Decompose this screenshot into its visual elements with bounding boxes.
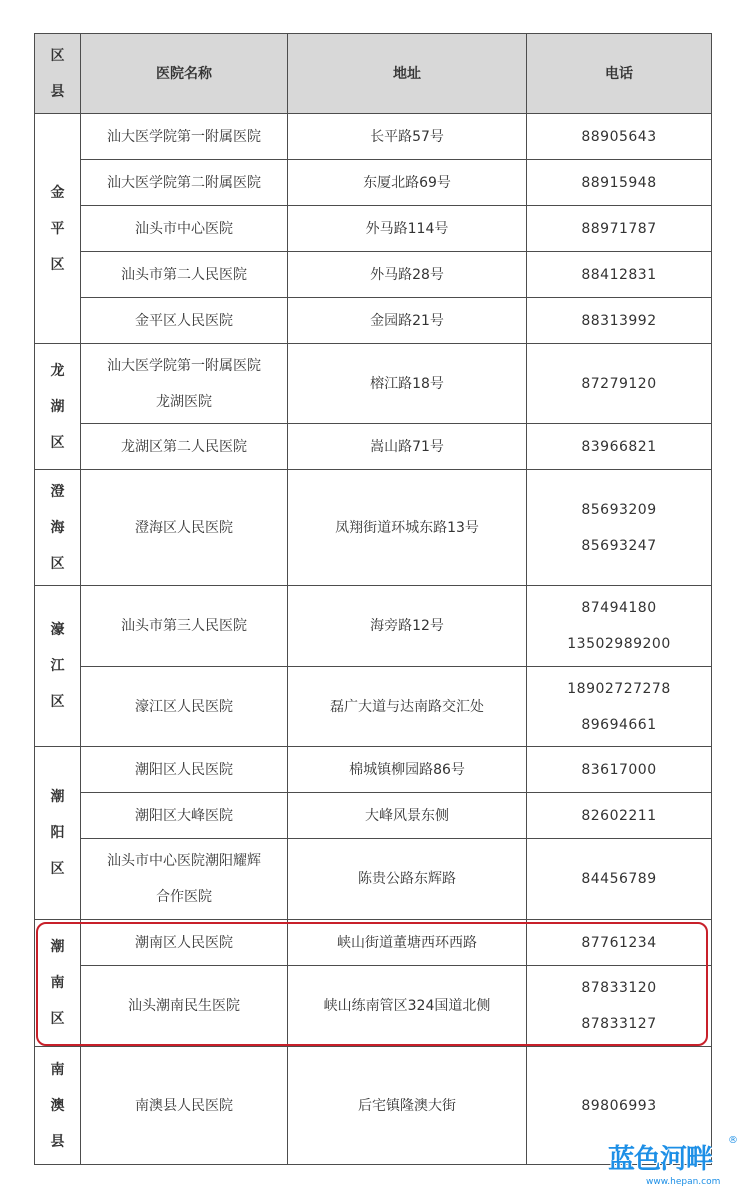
hospital-name: 汕头市第二人民医院	[81, 252, 288, 298]
district-char: 区	[50, 861, 65, 877]
hospital-name: 金平区人民医院	[81, 298, 288, 344]
district-char: 澳	[50, 1097, 65, 1114]
hospital-name	[81, 344, 288, 424]
district-jinping	[35, 114, 81, 344]
district-longhu	[35, 344, 81, 470]
district-chaoyang	[35, 747, 81, 920]
hospital-name: 濠江区人民医院	[81, 667, 288, 747]
table-row	[35, 252, 712, 298]
district-chenghai	[35, 470, 81, 586]
logo-brand-text: 蓝色河畔	[608, 1144, 712, 1175]
district-char: 南	[50, 1061, 65, 1078]
hospital-phone: 88313992	[527, 298, 712, 344]
header-district-char-2: 县	[50, 83, 65, 100]
table-row	[35, 160, 712, 206]
table-row	[35, 344, 712, 424]
hospital-phone-line-1: 87494180	[581, 600, 657, 616]
district-char: 区	[50, 694, 65, 710]
hospital-address: 大峰风景东侧	[288, 793, 527, 839]
district-nanao	[35, 1047, 81, 1165]
district-char: 潮	[50, 789, 65, 805]
hospital-phone: 88915948	[527, 160, 712, 206]
hospital-address: 榕江路18号	[288, 344, 527, 424]
hospital-phone	[527, 667, 712, 747]
hospital-phone-line-2: 89694661	[581, 716, 657, 733]
hospital-address: 峡山练南管区324国道北侧	[288, 966, 527, 1047]
table-header-row	[35, 34, 712, 114]
hospital-phone-line-2: 13502989200	[567, 636, 671, 652]
logo-url: www.hepan.com	[646, 1177, 721, 1187]
hospital-phone: 84456789	[527, 839, 712, 920]
hospital-name-line-2: 龙湖医院	[156, 393, 212, 410]
hospital-phone: 88412831	[527, 252, 712, 298]
district-char: 潮	[50, 939, 65, 955]
hospital-name: 南澳县人民医院	[81, 1047, 288, 1165]
district-char: 区	[50, 434, 65, 451]
hospital-address: 东厦北路69号	[288, 160, 527, 206]
district-char: 海	[50, 519, 65, 536]
logo-registered-mark: ®	[728, 1135, 738, 1146]
district-char: 区	[50, 555, 65, 572]
hospital-phone: 88905643	[527, 114, 712, 160]
hospital-address: 外马路114号	[288, 206, 527, 252]
district-char: 区	[50, 1011, 65, 1027]
district-char: 龙	[50, 362, 65, 379]
table-row	[35, 747, 712, 793]
header-phone: 电话	[527, 34, 712, 114]
hospital-address: 磊广大道与达南路交汇处	[288, 667, 527, 747]
hospital-name: 汕头潮南民生医院	[81, 966, 288, 1047]
table-row	[35, 470, 712, 586]
hospital-name: 潮南区人民医院	[81, 920, 288, 966]
table-row	[35, 206, 712, 252]
table-row	[35, 298, 712, 344]
district-char: 江	[50, 658, 65, 674]
hospital-name: 澄海区人民医院	[81, 470, 288, 586]
district-chaonan	[35, 920, 81, 1047]
hospital-phone-line-1: 18902727278	[567, 680, 671, 697]
table-row	[35, 839, 712, 920]
header-hospital-name: 医院名称	[81, 34, 288, 114]
hepan-logo	[608, 1135, 738, 1190]
header-address: 地址	[288, 34, 527, 114]
table-row	[35, 920, 712, 966]
table-row	[35, 667, 712, 747]
hospital-phone-line-1: 85693209	[581, 501, 657, 518]
hospital-phone: 89806993	[527, 1047, 712, 1165]
hospital-name: 汕头市中心医院	[81, 206, 288, 252]
district-char: 澄	[50, 483, 65, 500]
hospital-name: 潮阳区大峰医院	[81, 793, 288, 839]
district-char: 金	[50, 184, 65, 201]
header-district-char-1: 区	[50, 47, 65, 64]
district-haojiang	[35, 586, 81, 747]
hospital-address: 陈贵公路东辉路	[288, 839, 527, 920]
hospital-phone: 87761234	[527, 920, 712, 966]
hospital-phone-line-1: 87833120	[581, 980, 657, 996]
hospital-address: 峡山街道董塘西环西路	[288, 920, 527, 966]
hospital-name: 汕大医学院第一附属医院	[81, 114, 288, 160]
hospital-phone: 82602211	[527, 793, 712, 839]
hospital-name: 潮阳区人民医院	[81, 747, 288, 793]
hospital-address: 海旁路12号	[288, 586, 527, 667]
table-row	[35, 793, 712, 839]
district-char: 湖	[50, 398, 65, 415]
hospital-address: 嵩山路71号	[288, 424, 527, 470]
hospital-name-line-1: 汕头市中心医院潮阳耀辉	[107, 853, 261, 869]
header-district	[35, 34, 81, 114]
hospital-phone: 88971787	[527, 206, 712, 252]
hospital-name: 汕头市第三人民医院	[81, 586, 288, 667]
hospital-address: 长平路57号	[288, 114, 527, 160]
district-char: 阳	[50, 825, 65, 841]
hospital-phone	[527, 966, 712, 1047]
hospital-phone	[527, 586, 712, 667]
district-char: 区	[50, 256, 65, 273]
hospital-address: 凤翔街道环城东路13号	[288, 470, 527, 586]
hospital-phone: 83617000	[527, 747, 712, 793]
hospital-name-line-1: 汕大医学院第一附属医院	[107, 357, 261, 374]
hospital-address: 棉城镇柳园路86号	[288, 747, 527, 793]
district-char: 县	[50, 1133, 65, 1150]
hospital-phone-line-2: 87833127	[581, 1016, 657, 1032]
table-row	[35, 424, 712, 470]
hospital-phone: 87279120	[527, 344, 712, 424]
table-row	[35, 114, 712, 160]
hospital-phone: 83966821	[527, 424, 712, 470]
hospital-name: 龙湖区第二人民医院	[81, 424, 288, 470]
hospital-name	[81, 839, 288, 920]
district-char: 南	[50, 975, 65, 991]
hospital-address: 金园路21号	[288, 298, 527, 344]
hospital-name-line-2: 合作医院	[156, 889, 212, 905]
hospital-table	[34, 33, 712, 1165]
district-char: 平	[50, 220, 65, 237]
hospital-address: 外马路28号	[288, 252, 527, 298]
hospital-phone	[527, 470, 712, 586]
table-row	[35, 966, 712, 1047]
hospital-phone-line-2: 85693247	[581, 537, 657, 554]
hospital-name: 汕大医学院第二附属医院	[81, 160, 288, 206]
hospital-address: 后宅镇隆澳大街	[288, 1047, 527, 1165]
district-char: 濠	[50, 622, 65, 638]
table-row	[35, 586, 712, 667]
